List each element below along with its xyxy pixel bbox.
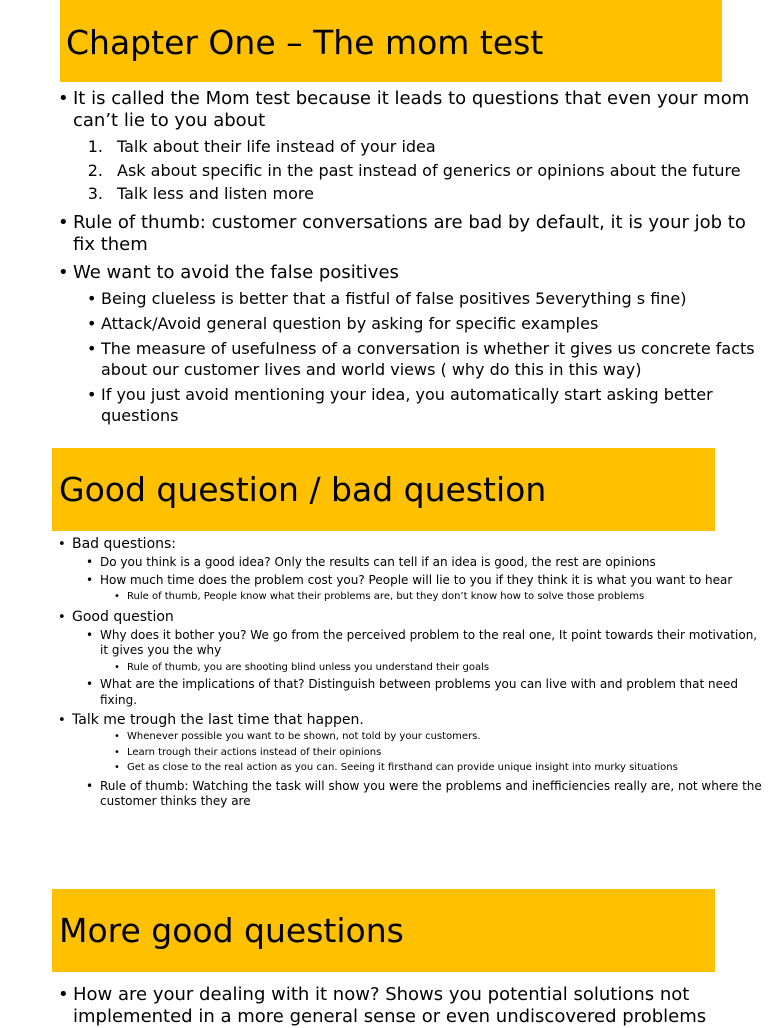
numbered-list (73, 135, 768, 206)
item-text: Talk less and listen more (117, 184, 314, 203)
note-text: Whenever possible you want to be shown, not told by your customers. (127, 731, 481, 742)
item-number: 3. (87, 184, 103, 203)
sub-sub-list-item (100, 660, 768, 676)
slide1-title-banner (60, 0, 722, 82)
bullet-icon: • (114, 762, 120, 773)
bullet-icon: • (86, 627, 94, 642)
bullet-icon: • (87, 288, 97, 308)
sub-list-item (72, 573, 768, 605)
slide3-title: More good questions (59, 911, 404, 950)
sub-bullet-text: How much time does the problem cost you? People will lie to you if they think it is what you want to hear (100, 572, 733, 587)
slide1-title: Chapter One – The mom test (66, 22, 544, 62)
slide1-bullet-list (0, 88, 768, 426)
bullet-icon: • (58, 537, 66, 552)
list-item (0, 212, 768, 256)
sub-list-item (72, 677, 768, 708)
sub-list-item (73, 313, 768, 334)
sub-sub-list-item (100, 760, 768, 776)
sub-bullet-text: Rule of thumb: Watching the task will show you were the problems and inefficiencies really are, not where the customer thinks they are (100, 778, 762, 808)
sub-bullet-text: What are the implications of that? Distinguish between problems you can live with and problem that need fixing. (100, 677, 738, 707)
sub-bullet-list (72, 628, 768, 709)
bullet-text: How are your dealing with it now? Shows you potential solutions not implemented in a more general sense or even undiscovered problems (73, 984, 707, 1027)
item-number: 2. (87, 160, 103, 180)
bullet-icon: • (58, 88, 69, 109)
sub-list-item (73, 288, 768, 309)
bullet-icon: • (86, 572, 94, 587)
list-item (0, 984, 768, 1028)
list-item (0, 712, 768, 810)
bullet-text: Bad questions: (72, 536, 177, 552)
bullet-text: Rule of thumb: customer conversations are bad by default, it is your job to fix them (73, 211, 746, 255)
bullet-icon: • (114, 731, 120, 742)
bullet-text: Good question (72, 608, 174, 625)
bullet-icon: • (114, 591, 120, 602)
slide2-title-banner (52, 448, 715, 531)
sub-sub-bullet-list (100, 660, 768, 676)
bullet-text: It is called the Mom test because it leads to questions that even your mom can’t lie to you about (73, 88, 750, 131)
bullet-icon: • (114, 661, 120, 673)
list-item (0, 262, 768, 426)
numbered-item (73, 135, 768, 159)
list-item (0, 609, 768, 709)
list-item (0, 88, 768, 206)
bullet-icon: • (114, 746, 120, 758)
bullet-icon: • (86, 677, 94, 691)
sub-sub-list-item (100, 729, 768, 745)
bullet-text: Talk me trough the last time that happen. (72, 712, 364, 728)
slide2-title: Good question / bad question (59, 470, 547, 509)
bullet-icon: • (87, 384, 97, 404)
bullet-icon: • (87, 313, 97, 333)
sub-list-item (72, 628, 768, 676)
sub-bullet-text: The measure of usefulness of a conversation is whether it gives us concrete facts about our customer lives and world views ( why do this in this way) (101, 338, 755, 379)
slide3-content (0, 984, 768, 1028)
sub-list-item (72, 779, 768, 810)
item-text: Ask about specific in the past instead of generics or opinions about the future (117, 160, 741, 180)
sub-bullet-list (72, 555, 768, 605)
bullet-icon: • (86, 778, 94, 793)
sub-sub-bullet-list (100, 589, 768, 605)
numbered-item (73, 182, 768, 206)
bullet-icon: • (58, 211, 69, 233)
slide3-bullet-list (0, 984, 768, 1028)
list-item (0, 536, 768, 605)
item-text: Talk about their life instead of your idea (117, 137, 436, 156)
sub-bullet-text: If you just avoid mentioning your idea, you automatically start asking better questions (101, 384, 713, 425)
sub-bullet-text: Why does it bother you? We go from the perceived problem to the real one, It point towards their motivation, it gives you the why (100, 627, 758, 657)
sub-sub-bullet-list (100, 729, 768, 776)
sub-bullet-list (73, 288, 768, 426)
bullet-icon: • (58, 713, 66, 728)
slide2-bullet-list (0, 536, 768, 810)
bullet-icon: • (58, 261, 69, 283)
note-text: Rule of thumb, People know what their problems are, but they don’t know how to solve those problems (127, 591, 645, 602)
sub-bullet-text: Do you think is a good idea? Only the results can tell if an idea is good, the rest are opinions (100, 555, 656, 569)
item-number: 1. (87, 137, 103, 156)
note-text: Learn trough their actions instead of their opinions (127, 746, 382, 758)
slide2-content (0, 534, 768, 814)
numbered-item (73, 159, 768, 183)
sub-bullet-text: Being clueless is better that a fistful of false positives 5everything s fine) (101, 288, 687, 308)
slide1-content (0, 88, 768, 432)
sub-list-item (73, 384, 768, 426)
sub-list-item (72, 555, 768, 571)
bullet-icon: • (87, 338, 97, 358)
bullet-icon: • (58, 984, 69, 1005)
sub-list-item (73, 338, 768, 380)
bullet-icon: • (86, 555, 94, 569)
note-text: Get as close to the real action as you can. Seeing it firsthand can provide unique insight into murky situations (127, 762, 678, 773)
sub-bullet-text: Attack/Avoid general question by asking for specific examples (101, 313, 599, 333)
bullet-text: We want to avoid the false positives (73, 261, 399, 283)
sub-sub-list-item (100, 745, 768, 761)
sub-bullet-list (72, 779, 768, 810)
sub-sub-list-item (100, 589, 768, 605)
note-text: Rule of thumb, you are shooting blind unless you understand their goals (127, 661, 490, 673)
slide3-title-banner (52, 889, 715, 972)
bullet-icon: • (58, 609, 66, 625)
